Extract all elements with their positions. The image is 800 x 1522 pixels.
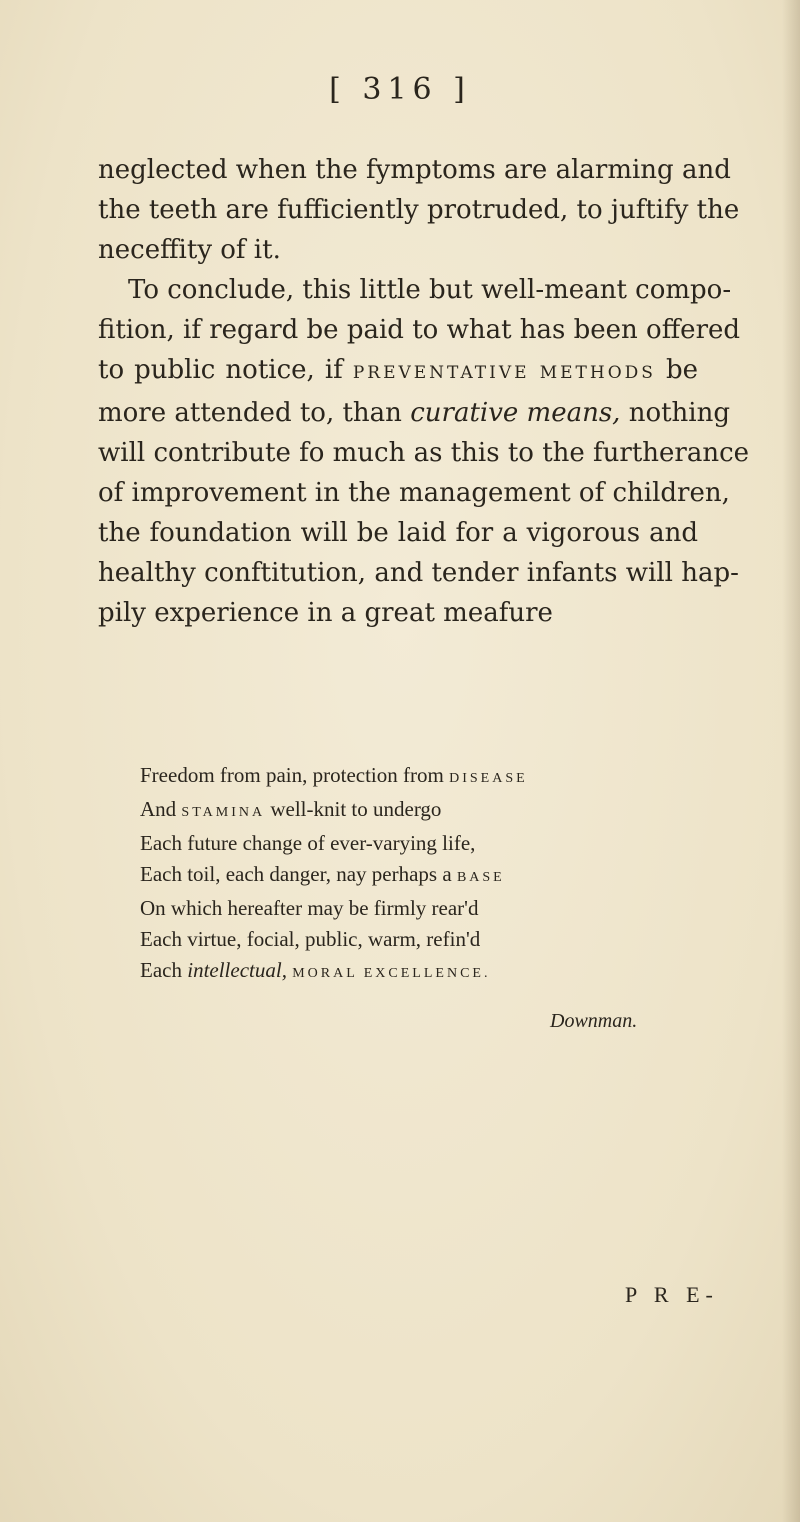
paragraph-2-line-4 <box>98 393 730 433</box>
paragraph-2-line-3-start: to public notice, if <box>98 355 353 385</box>
paragraph-1-line-3: neceffity of it. <box>98 235 281 265</box>
verse-line-2-end: well-knit to undergo <box>265 797 442 821</box>
paragraph-2-line-1: To conclude, this little but well-meant compo- <box>128 275 732 305</box>
curative-means-italic: curative means, <box>410 398 621 428</box>
base-smallcaps: BASE <box>456 870 505 885</box>
disease-smallcaps: DISEASE <box>449 771 528 786</box>
verse-line-1 <box>140 760 740 794</box>
verse-quotation <box>140 760 740 989</box>
paragraph-1-line-1: neglected when the fymptoms are alarming and <box>98 155 731 185</box>
paragraph-1 <box>98 150 740 270</box>
verse-line-2-start: And <box>140 797 182 821</box>
preventative-methods-smallcaps: PREVENTATIVE METHODS <box>352 363 656 383</box>
verse-line-7 <box>140 955 740 989</box>
paragraph-2-line-9: pily experience in a great meafure <box>98 598 553 628</box>
verse-line-1-start: Freedom from pain, protection from <box>140 763 450 787</box>
paragraph-2-line-4-start: more attended to, than <box>98 398 411 428</box>
page-edge-shadow <box>782 0 800 1522</box>
verse-line-5: On which hereafter may be firmly rear'd <box>140 896 479 920</box>
verse-line-4 <box>140 859 740 893</box>
paragraph-2-line-3 <box>98 350 698 393</box>
paragraph-2-line-4-end: nothing <box>620 398 730 428</box>
verse-line-4-start: Each toil, each danger, nay perhaps a <box>140 862 457 886</box>
paragraph-2-line-7: the foundation will be laid for a vigorous and <box>98 518 698 548</box>
stamina-smallcaps: STAMINA <box>181 805 266 820</box>
catchword: P R E- <box>625 1282 719 1307</box>
verse-line-7-start: Each <box>140 958 188 982</box>
paragraph-2 <box>98 270 750 633</box>
author-signature: Downman. <box>550 1010 638 1032</box>
paragraph-2-line-3-end: be <box>655 355 698 385</box>
verse-line-3: Each future change of ever-varying life, <box>140 831 476 855</box>
moral-excellence-smallcaps: MORAL EXCELLENCE. <box>292 966 491 981</box>
verse-line-2 <box>140 794 740 828</box>
intellectual-italic: intellectual, <box>187 958 287 982</box>
paragraph-2-line-5: will contribute fo much as this to the furtherance <box>98 438 750 468</box>
paragraph-2-line-8: healthy conftitution, and tender infants will hap- <box>98 558 739 588</box>
paragraph-2-line-6: of improvement in the management of children, <box>98 478 730 508</box>
paragraph-2-line-2: fition, if regard be paid to what has been offered <box>98 315 741 345</box>
page-number: [ 316 ] <box>329 72 471 107</box>
paragraph-1-line-2: the teeth are fufficiently protruded, to juftify the <box>98 195 740 225</box>
verse-line-6: Each virtue, focial, public, warm, refin'd <box>140 927 481 951</box>
